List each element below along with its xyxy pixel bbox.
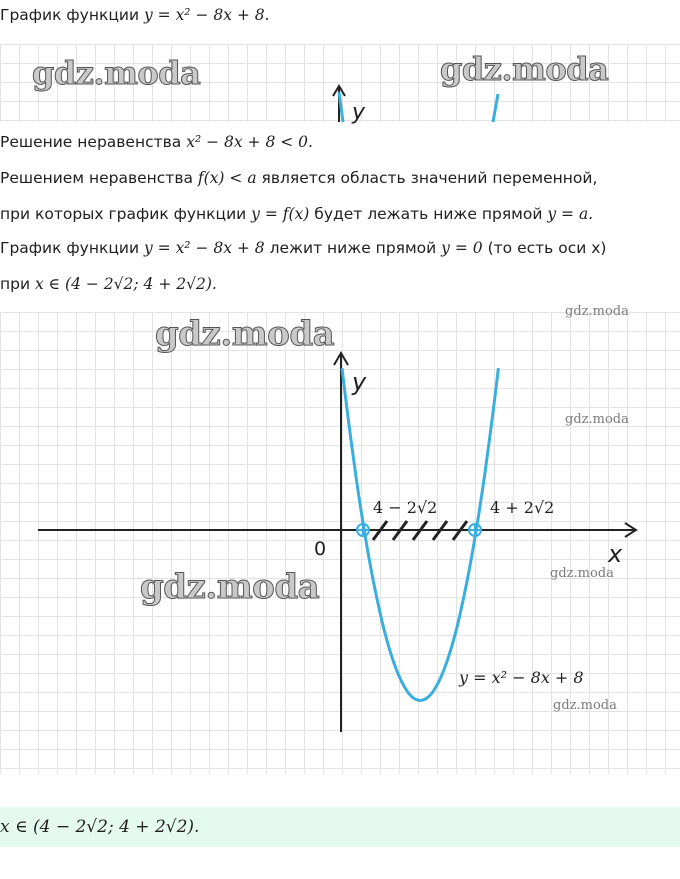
text: График функции [0, 239, 140, 257]
parabola-graph [0, 304, 680, 774]
text: Решением неравенства [0, 169, 193, 187]
text: при [0, 275, 31, 293]
formula: x² − 8x + 8 < 0. [186, 133, 313, 151]
root-right-label: 4 + 2√2 [490, 498, 555, 517]
text: при которых график функции [0, 205, 247, 223]
formula: y = f(x) [251, 205, 310, 223]
top-figure [0, 44, 680, 125]
header-formula: y = x² − 8x + 8. [143, 6, 270, 24]
watermark-logo: gdz.moda [565, 412, 629, 427]
answer-box [0, 807, 680, 847]
watermark-logo: gdz.moda [550, 566, 614, 581]
solution-line-1 [0, 133, 313, 151]
root-point-right [469, 524, 481, 536]
formula: x ∈ (4 − 2√2; 4 + 2√2). [34, 275, 217, 293]
text: (то есть оси x) [487, 239, 607, 257]
root-left-label: 4 − 2√2 [373, 498, 438, 517]
solution-line-4 [0, 239, 606, 257]
text: будет лежать ниже прямой [314, 205, 543, 223]
watermark-logo: gdz.moda [565, 304, 629, 319]
watermark-logo: gdz.moda [440, 50, 609, 88]
top-figure-drawing [0, 44, 680, 122]
curve-equation-label: y = x² − 8x + 8 [459, 668, 584, 687]
answer-formula: x ∈ (4 − 2√2; 4 + 2√2). [0, 817, 200, 837]
header-line [0, 6, 270, 24]
formula: y = a. [547, 205, 594, 223]
solution-line-5 [0, 275, 217, 293]
curve-fragment-right [493, 94, 498, 122]
root-point-left [357, 524, 369, 536]
watermark-logo: gdz.moda [32, 54, 201, 92]
solution-line-3 [0, 205, 593, 223]
formula: f(x) < a [197, 169, 257, 187]
watermark-logo: gdz.moda [155, 314, 335, 354]
text: Решение неравенства [0, 133, 182, 151]
formula: y = 0 [441, 239, 483, 257]
watermark-logo: gdz.moda [553, 698, 617, 713]
y-axis-label: y [352, 100, 366, 125]
solution-line-2 [0, 169, 597, 187]
origin-label: 0 [314, 538, 327, 560]
x-axis-label: x [608, 540, 623, 568]
text: лежит ниже прямой [269, 239, 437, 257]
header-prefix: График функции [0, 6, 140, 24]
watermark-logo: gdz.moda [140, 567, 320, 607]
y-axis-label: y [352, 368, 367, 396]
text: является область значений переменной, [261, 169, 598, 187]
formula: y = x² − 8x + 8 [143, 239, 265, 257]
